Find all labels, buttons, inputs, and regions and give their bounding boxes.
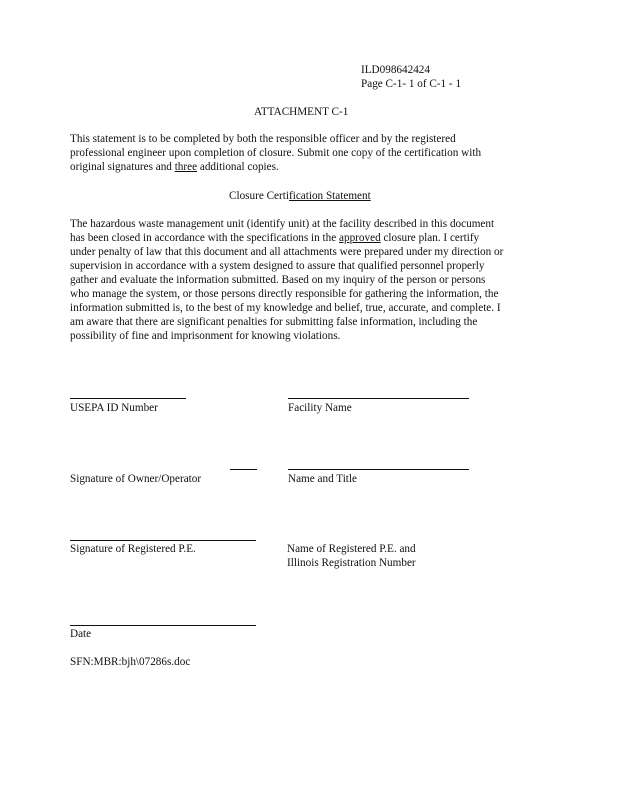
file-reference: SFN:MBR:bjh\07286s.doc <box>70 656 191 668</box>
statement-line: The hazardous waste management unit (identify unit) at the facility described in this document <box>70 218 495 230</box>
statement-line: who manage the system, or those persons directly responsible for gathering the information, the <box>70 288 499 300</box>
text: has been closed in accordance with the specifications in the <box>70 232 340 244</box>
intro-line: professional engineer upon completion of closure. Submit one copy of the certification with <box>70 147 482 159</box>
statement-line: supervision in accordance with a system designed to assure that qualified personnel properly <box>70 260 485 272</box>
section-heading <box>229 189 371 203</box>
name-title-line[interactable] <box>288 469 469 470</box>
date-label: Date <box>70 628 92 640</box>
intro-line <box>70 160 279 174</box>
text: additional copies. <box>197 161 279 173</box>
pe-signature-line[interactable] <box>70 540 256 541</box>
statement-line: information submitted is, to the best of my knowledge and belief, true, accurate, and complete. I <box>70 302 501 314</box>
pe-name-label: Name of Registered P.E. and <box>287 543 416 555</box>
page-number: Page C-1- 1 of C-1 - 1 <box>361 78 462 90</box>
statement-line: gather and evaluate the information submitted. Based on my inquiry of the person or persons <box>70 274 486 286</box>
usepa-id-line[interactable] <box>70 398 186 399</box>
page-title: ATTACHMENT C-1 <box>254 106 349 118</box>
facility-name-line[interactable] <box>288 398 469 399</box>
statement-line: under penalty of law that this document and all attachments were prepared under my direction or <box>70 246 504 258</box>
statement-line: possibility of fine and imprisonment for knowing violations. <box>70 330 341 342</box>
facility-name-label: Facility Name <box>288 402 352 414</box>
pe-registration-label: Illinois Registration Number <box>287 557 416 569</box>
emphasis-three: three <box>174 161 198 173</box>
statement-line <box>70 231 479 245</box>
emphasis-approved: approved <box>339 232 381 244</box>
pe-signature-label: Signature of Registered P.E. <box>70 543 196 555</box>
doc-id: ILD098642424 <box>361 64 430 76</box>
intro-line: This statement is to be completed by both the responsible officer and by the registered <box>70 133 456 145</box>
owner-signature-line[interactable] <box>230 469 257 470</box>
name-title-label: Name and Title <box>288 473 357 485</box>
text: closure plan. I certify <box>380 232 480 244</box>
usepa-id-label: USEPA ID Number <box>70 402 158 414</box>
text: Closure Certi <box>229 190 289 202</box>
statement-line: am aware that there are significant penalties for submitting false information, including the <box>70 316 478 328</box>
text: original signatures and <box>70 161 175 173</box>
date-line[interactable] <box>70 625 256 626</box>
owner-signature-label: Signature of Owner/Operator <box>70 473 202 485</box>
text-underlined: fication Statement <box>288 190 371 202</box>
